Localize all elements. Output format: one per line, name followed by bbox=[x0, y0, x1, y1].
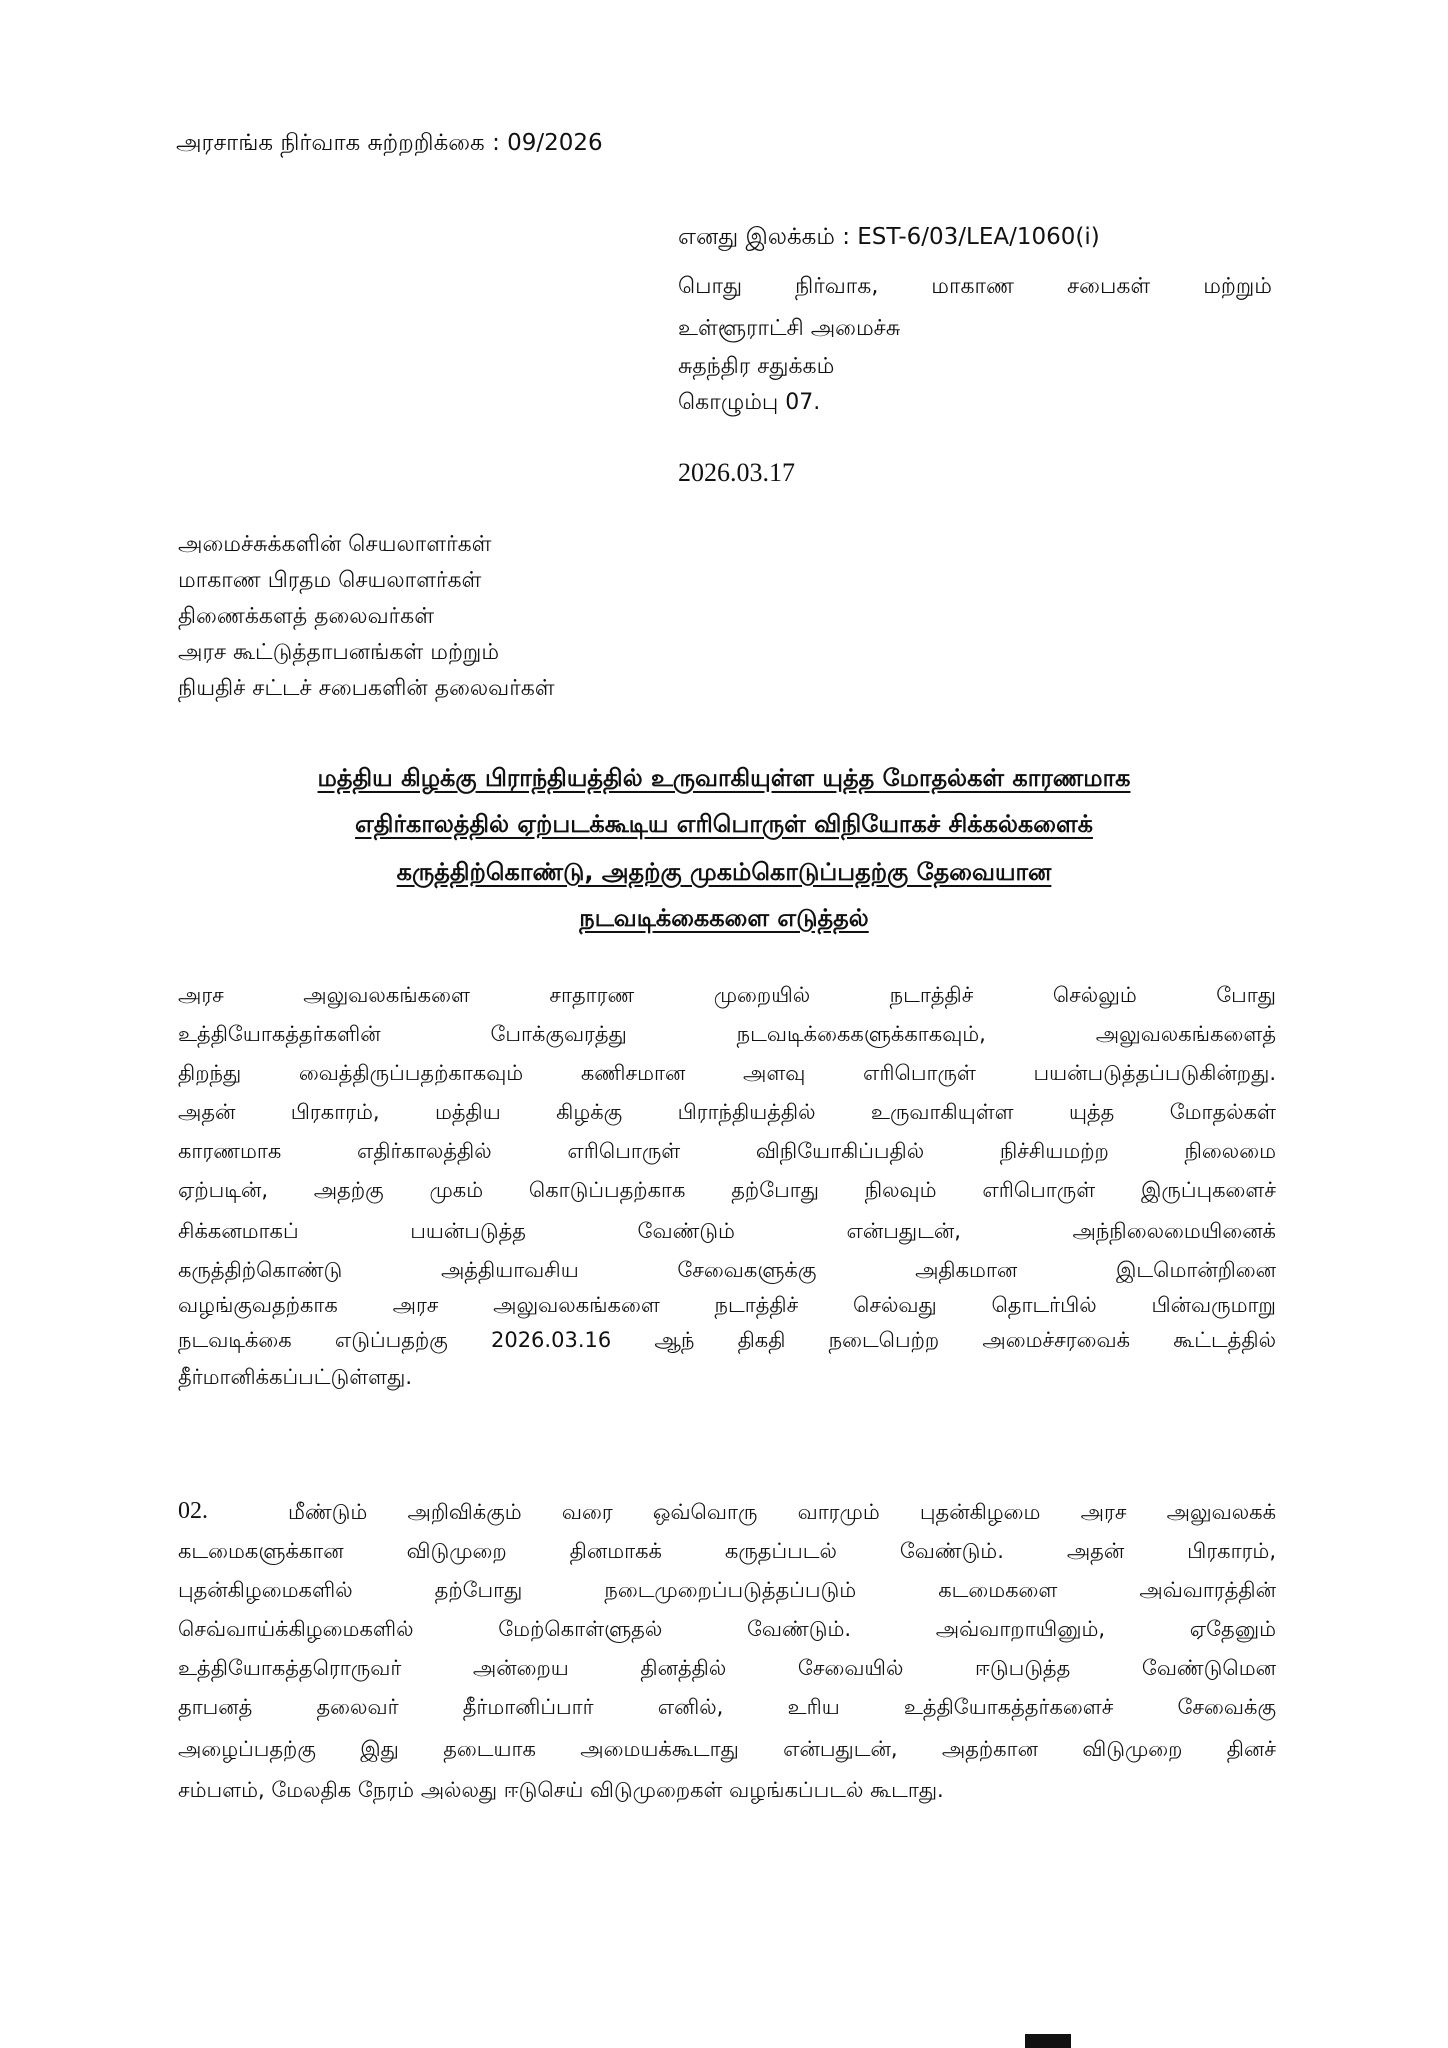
paragraph-1-line: நடவடிக்கை எடுப்பதற்கு 2026.03.16 ஆந் திகதி நடைபெற்ற அமைச்சரவைக் கூட்டத்தில் bbox=[178, 1328, 1276, 1352]
reference-number: எனது இலக்கம் : EST-6/03/LEA/1060(i) bbox=[678, 224, 1100, 250]
paragraph-1-line: அரச அலுவலகங்களை சாதாரண முறையில் நடாத்திச் செல்லும் போது bbox=[178, 983, 1276, 1007]
paragraph-2-line: செவ்வாய்க்கிழமைகளில் மேற்கொள்ளுதல் வேண்டும். அவ்வாறாயினும், ஏதேனும் bbox=[178, 1617, 1276, 1641]
paragraph-1-line: கருத்திற்கொண்டு அத்தியாவசிய சேவைகளுக்கு அதிகமான இடமொன்றினை bbox=[178, 1258, 1276, 1282]
paragraph-1-line: அதன் பிரகாரம், மத்திய கிழக்கு பிராந்தியத்தில் உருவாகியுள்ள யுத்த மோதல்கள் bbox=[178, 1100, 1276, 1124]
paragraph-2 bbox=[178, 1493, 1276, 1810]
paragraph-1-line: தீர்மானிக்கப்பட்டுள்ளது. bbox=[178, 1365, 413, 1389]
paragraph-2-line: அழைப்பதற்கு இது தடையாக அமையக்கூடாது என்பதுடன், அதற்கான விடுமுறை தினச் bbox=[178, 1737, 1276, 1761]
letter-date: 2026.03.17 bbox=[678, 458, 795, 487]
paragraph-2-number: 02. bbox=[178, 1498, 208, 1524]
address-line-4: கொழும்பு 07. bbox=[678, 390, 821, 415]
paragraph-1 bbox=[178, 976, 1276, 1397]
paragraph-2-line: புதன்கிழமைகளில் தற்போது நடைமுறைப்படுத்தப்படும் கடமைகளை அவ்வாரத்தின் bbox=[178, 1578, 1276, 1602]
address-line-1: பொது நிர்வாக, மாகாண சபைகள் மற்றும் bbox=[678, 274, 1272, 299]
paragraph-2-line: சம்பளம், மேலதிக நேரம் அல்லது ஈடுசெய் விடுமுறைகள் வழங்கப்படல் கூடாது. bbox=[178, 1778, 944, 1802]
paragraph-2-line: கடமைகளுக்கான விடுமுறை தினமாகக் கருதப்படல் வேண்டும். அதன் பிரகாரம், bbox=[178, 1539, 1276, 1563]
address-line-3: சுதந்திர சதுக்கம் bbox=[678, 354, 835, 379]
paragraph-2-line: மீண்டும் அறிவிக்கும் வரை ஒவ்வொரு வாரமும் புதன்கிழமை அரச அலுவலகக் bbox=[288, 1500, 1276, 1524]
recipient-1: அமைச்சுக்களின் செயலாளர்கள் bbox=[178, 532, 492, 557]
subject-title-line-3: கருத்திற்கொண்டு, அதற்கு முகம்கொடுப்பதற்கு தேவையான bbox=[396, 858, 1052, 886]
recipient-3: திணைக்களத் தலைவர்கள் bbox=[178, 604, 435, 629]
paragraph-1-line: திறந்து வைத்திருப்பதற்காகவும் கணிசமான அளவு எரிபொருள் பயன்படுத்தப்படுகின்றது. bbox=[178, 1061, 1276, 1085]
paragraph-2-line: உத்தியோகத்தரொருவர் அன்றைய தினத்தில் சேவையில் ஈடுபடுத்த வேண்டுமென bbox=[178, 1656, 1276, 1680]
paragraph-1-line: உத்தியோகத்தர்களின் போக்குவரத்து நடவடிக்கைகளுக்காகவும், அலுவலகங்களைத் bbox=[178, 1022, 1276, 1046]
paragraph-1-line: வழங்குவதற்காக அரச அலுவலகங்களை நடாத்திச் செல்வது தொடர்பில் பின்வருமாறு bbox=[178, 1293, 1276, 1317]
recipient-4: அரச கூட்டுத்தாபனங்கள் மற்றும் bbox=[178, 640, 500, 665]
paragraph-1-line: காரணமாக எதிர்காலத்தில் எரிபொருள் விநியோகிப்பதில் நிச்சியமற்ற நிலைமை bbox=[178, 1139, 1276, 1163]
subject-title-line-4: நடவடிக்கைகளை எடுத்தல் bbox=[579, 904, 869, 932]
recipient-5: நியதிச் சட்டச் சபைகளின் தலைவர்கள் bbox=[178, 676, 555, 701]
recipient-2: மாகாண பிரதம செயலாளர்கள் bbox=[178, 568, 482, 593]
circular-number: அரசாங்க நிர்வாக சுற்றறிக்கை : 09/2026 bbox=[176, 130, 603, 156]
page-edge-mark bbox=[1025, 2034, 1071, 2048]
subject-title-line-2: எதிர்காலத்தில் ஏற்படக்கூடிய எரிபொருள் விநியோகச் சிக்கல்களைக் bbox=[355, 810, 1093, 838]
address-line-2: உள்ளூராட்சி அமைச்சு bbox=[678, 316, 901, 341]
paragraph-1-line: ஏற்படின், அதற்கு முகம் கொடுப்பதற்காக தற்போது நிலவும் எரிபொருள் இருப்புகளைச் bbox=[178, 1178, 1276, 1202]
subject-title-line-1: மத்திய கிழக்கு பிராந்தியத்தில் உருவாகியுள்ள யுத்த மோதல்கள் காரணமாக bbox=[317, 764, 1131, 792]
paragraph-1-line: சிக்கனமாகப் பயன்படுத்த வேண்டும் என்பதுடன், அந்நிலைமையினைக் bbox=[178, 1219, 1276, 1243]
paragraph-2-line: தாபனத் தலைவர் தீர்மானிப்பார் எனில், உரிய உத்தியோகத்தர்களைச் சேவைக்கு bbox=[178, 1695, 1276, 1719]
